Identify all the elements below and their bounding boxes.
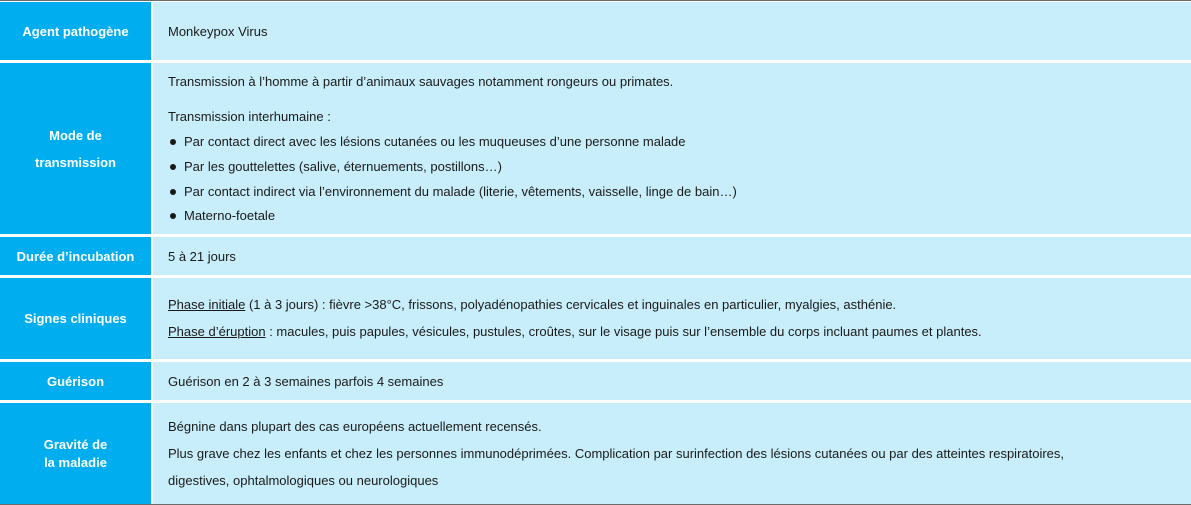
- row-label-incubation: [0, 237, 151, 275]
- transmission-label-line2: transmission: [35, 154, 116, 170]
- gravite-line3: digestives, ophtalmologiques ou neurologiques: [168, 473, 439, 488]
- row-label-agent: [0, 2, 151, 60]
- signes-phase2: [168, 324, 982, 339]
- phase2-title: Phase d’éruption: [168, 324, 266, 339]
- list-item: [168, 134, 686, 149]
- transmission-inter-title: Transmission interhumaine :: [168, 109, 331, 124]
- signes-label: Signes cliniques: [24, 311, 127, 326]
- bullet-text: Par contact direct avec les lésions cutanées ou les muqueuses d’une personne malade: [184, 134, 686, 149]
- bullet-icon: [170, 139, 176, 145]
- bullet-text: Par les gouttelettes (salive, éternuements, postillons…): [184, 159, 502, 174]
- gravite-line1: Bégnine dans plupart des cas européens actuellement recensés.: [168, 419, 542, 434]
- gravite-label-line2: la maladie: [44, 454, 107, 470]
- list-item: [168, 184, 737, 199]
- row-content-signes: [153, 278, 1191, 359]
- transmission-label-line1: Mode de: [49, 127, 102, 143]
- table-row-gravite: [0, 403, 1191, 504]
- list-item: [168, 208, 275, 223]
- phase2-text: : macules, puis papules, vésicules, pustules, croûtes, sur le visage puis sur l’ensemble du corps incluant paumes et plantes.: [265, 324, 982, 339]
- table-row-guerison: [0, 362, 1191, 400]
- table-row-incubation: [0, 237, 1191, 275]
- list-item: [168, 159, 502, 174]
- incubation-value: 5 à 21 jours: [168, 249, 236, 264]
- bullet-icon: [170, 164, 176, 170]
- agent-label: Agent pathogène: [22, 23, 129, 39]
- bullet-text: Par contact indirect via l’environnement du malade (literie, vêtements, vaisselle, linge de bain…): [184, 184, 737, 199]
- gravite-label-line1: Gravité de: [43, 436, 108, 452]
- row-label-signes: [0, 278, 151, 359]
- phase1-text: (1 à 3 jours) : fièvre >38°C, frissons, polyadénopathies cervicales et inguinales en particulier, myalgies, asthénie.: [245, 297, 897, 312]
- row-content-transmission: [153, 63, 1191, 234]
- signes-phase1: [168, 297, 896, 312]
- guerison-label: Guérison: [46, 373, 105, 389]
- gravite-line2: Plus grave chez les enfants et chez les personnes immunodéprimées. Complication par surinfection des lésions cutanées ou par des atteintes respiratoires,: [168, 446, 1065, 461]
- row-content-guerison: [153, 362, 1191, 400]
- row-label-guerison: [0, 362, 151, 400]
- table-row-agent: [0, 2, 1191, 60]
- row-content-incubation: [153, 237, 1191, 275]
- bullet-icon: [170, 189, 176, 195]
- bullet-icon: [170, 213, 176, 219]
- bullet-text: Materno-foetale: [184, 208, 276, 223]
- incubation-label: Durée d’incubation: [16, 248, 135, 264]
- transmission-intro: Transmission à l’homme à partir d’animaux sauvages notamment rongeurs ou primates.: [168, 74, 674, 89]
- row-label-gravite: [0, 403, 151, 504]
- row-label-transmission: [0, 63, 151, 234]
- table-row-signes: [0, 278, 1191, 359]
- phase1-title: Phase initiale: [168, 297, 246, 312]
- agent-value: Monkeypox Virus: [168, 24, 268, 39]
- table-row-transmission: [0, 63, 1191, 234]
- guerison-value: Guérison en 2 à 3 semaines parfois 4 semaines: [168, 374, 444, 389]
- row-content-agent: [153, 2, 1191, 60]
- row-content-gravite: [153, 403, 1191, 504]
